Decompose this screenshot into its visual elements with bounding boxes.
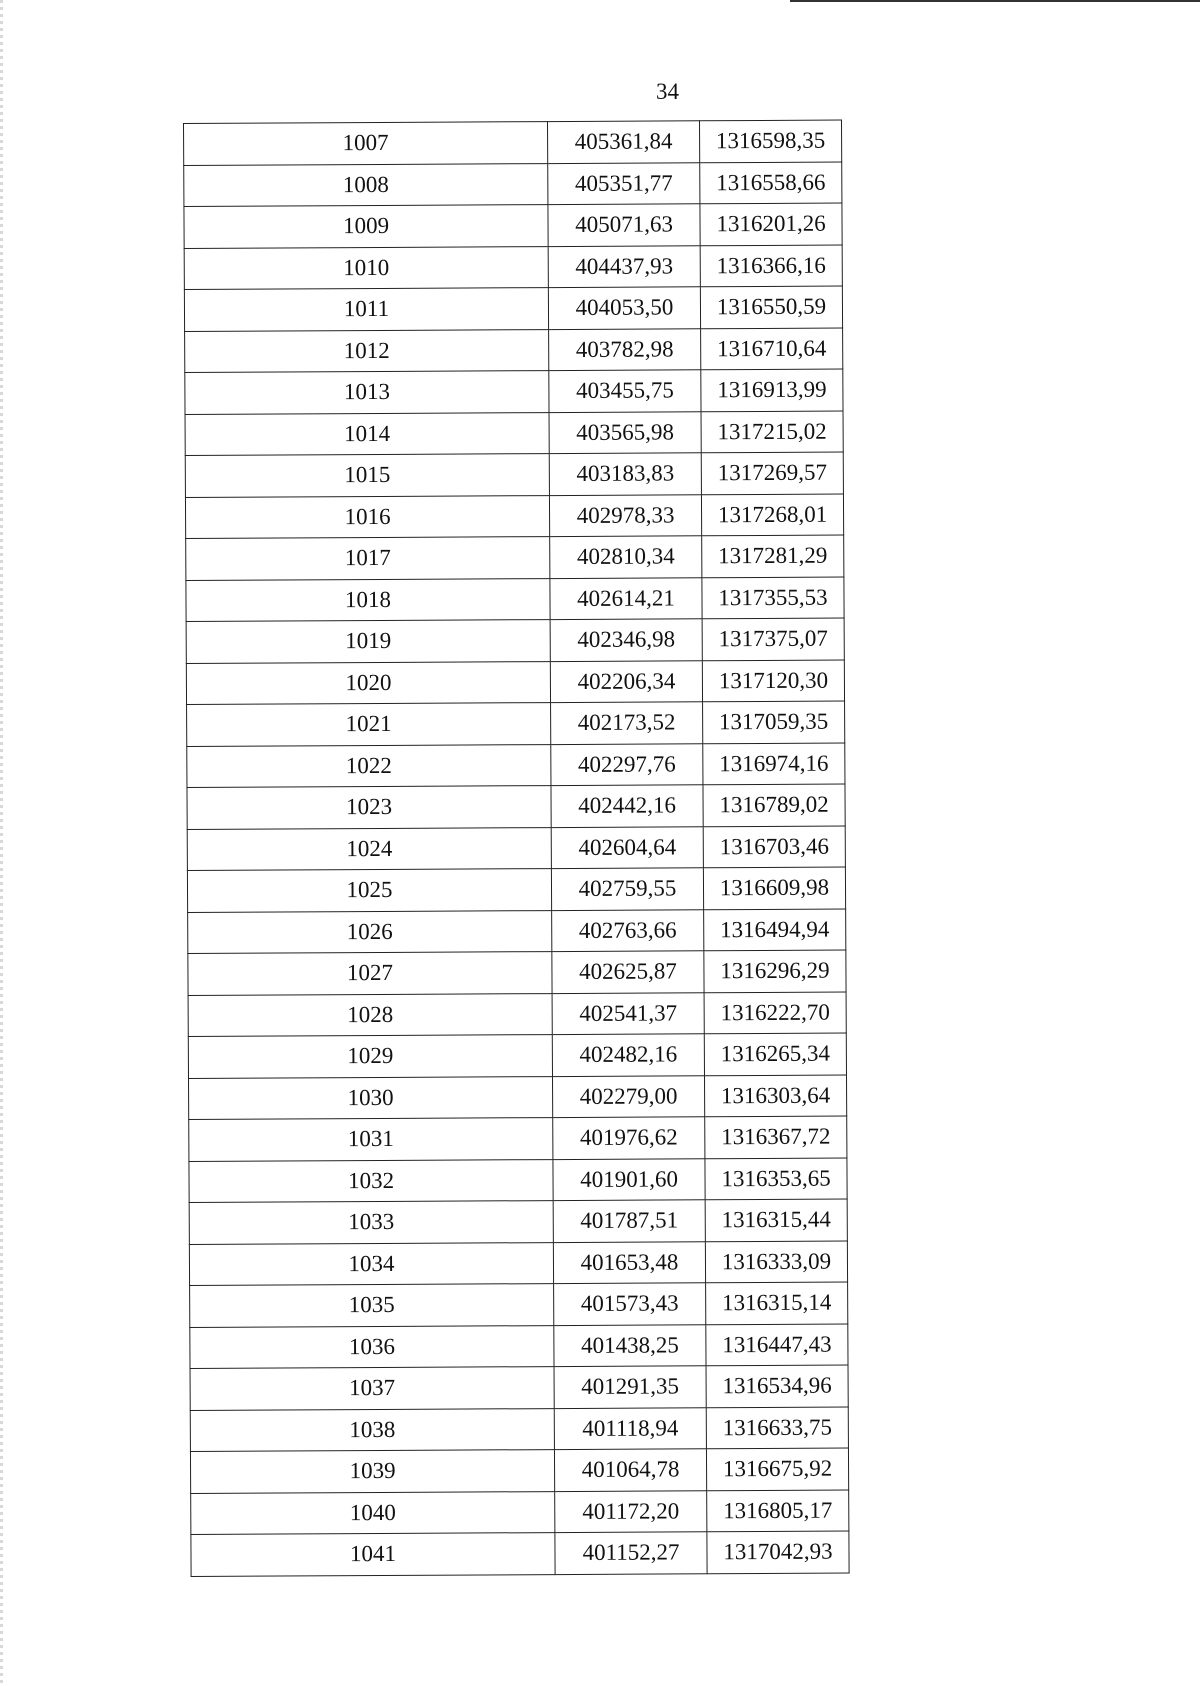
y-coordinate-cell: 1316303,64 <box>704 1075 846 1117</box>
y-coordinate-cell: 1316367,72 <box>705 1116 847 1158</box>
table-row <box>191 1531 849 1576</box>
point-number-cell: 1039 <box>190 1450 554 1493</box>
y-coordinate-cell: 1316494,94 <box>704 909 846 951</box>
y-coordinate-cell: 1316703,46 <box>703 826 845 868</box>
table-row <box>186 535 844 580</box>
point-number-cell: 1025 <box>187 869 551 912</box>
y-coordinate-cell: 1316598,35 <box>699 120 841 162</box>
y-coordinate-cell: 1317355,53 <box>702 577 844 619</box>
y-coordinate-cell: 1316805,17 <box>707 1490 849 1532</box>
point-number-cell: 1021 <box>187 703 551 746</box>
point-number-cell: 1026 <box>188 910 552 953</box>
point-number-cell: 1011 <box>184 288 548 331</box>
table-row <box>186 577 844 622</box>
x-coordinate-cell: 401653,48 <box>553 1241 705 1283</box>
table-row <box>186 618 844 663</box>
table-row <box>189 1116 847 1161</box>
x-coordinate-cell: 401064,78 <box>554 1449 706 1491</box>
point-number-cell: 1024 <box>187 827 551 870</box>
point-number-cell: 1019 <box>186 620 550 663</box>
x-coordinate-cell: 403565,98 <box>549 411 701 453</box>
x-coordinate-cell: 401291,35 <box>554 1366 706 1408</box>
y-coordinate-cell: 1316353,65 <box>705 1158 847 1200</box>
coordinates-table-body <box>184 120 850 1576</box>
x-coordinate-cell: 402978,33 <box>549 494 701 536</box>
table-row <box>189 1241 847 1286</box>
y-coordinate-cell: 1316974,16 <box>703 743 845 785</box>
scan-edge <box>0 0 3 1686</box>
x-coordinate-cell: 402810,34 <box>550 536 702 578</box>
y-coordinate-cell: 1317281,29 <box>702 535 844 577</box>
table-row <box>185 369 843 414</box>
x-coordinate-cell: 402625,87 <box>552 951 704 993</box>
y-coordinate-cell: 1316315,14 <box>706 1282 848 1324</box>
point-number-cell: 1013 <box>185 371 549 414</box>
table-row <box>185 494 843 539</box>
x-coordinate-cell: 401172,20 <box>555 1490 707 1532</box>
table-row <box>189 1075 847 1120</box>
x-coordinate-cell: 401118,94 <box>554 1407 706 1449</box>
table-row <box>189 1158 847 1203</box>
x-coordinate-cell: 404053,50 <box>548 287 700 329</box>
table-row <box>190 1365 848 1410</box>
y-coordinate-cell: 1316913,99 <box>701 369 843 411</box>
point-number-cell: 1033 <box>189 1201 553 1244</box>
y-coordinate-cell: 1316315,44 <box>705 1199 847 1241</box>
y-coordinate-cell: 1316201,26 <box>700 203 842 245</box>
point-number-cell: 1010 <box>184 246 548 289</box>
x-coordinate-cell: 402604,64 <box>551 826 703 868</box>
table-row <box>184 120 842 165</box>
y-coordinate-cell: 1317042,93 <box>707 1531 849 1573</box>
point-number-cell: 1029 <box>188 1035 552 1078</box>
table-row <box>187 743 845 788</box>
x-coordinate-cell: 402759,55 <box>551 868 703 910</box>
table-row <box>187 826 845 871</box>
y-coordinate-cell: 1316789,02 <box>703 784 845 826</box>
table-row <box>187 701 845 746</box>
point-number-cell: 1040 <box>191 1491 555 1534</box>
point-number-cell: 1035 <box>190 1284 554 1327</box>
x-coordinate-cell: 402297,76 <box>551 743 703 785</box>
point-number-cell: 1016 <box>185 495 549 538</box>
y-coordinate-cell: 1316265,34 <box>704 1033 846 1075</box>
x-coordinate-cell: 405071,63 <box>548 204 700 246</box>
y-coordinate-cell: 1316633,75 <box>706 1407 848 1449</box>
point-number-cell: 1018 <box>186 578 550 621</box>
table-row <box>184 203 842 248</box>
table-row <box>185 452 843 497</box>
point-number-cell: 1023 <box>187 786 551 829</box>
x-coordinate-cell: 402173,52 <box>551 702 703 744</box>
x-coordinate-cell: 401152,27 <box>555 1532 707 1574</box>
x-coordinate-cell: 402763,66 <box>552 909 704 951</box>
point-number-cell: 1036 <box>190 1325 554 1368</box>
point-number-cell: 1038 <box>190 1408 554 1451</box>
point-number-cell: 1009 <box>184 205 548 248</box>
table-row <box>186 660 844 705</box>
point-number-cell: 1012 <box>185 329 549 372</box>
x-coordinate-cell: 401438,25 <box>554 1324 706 1366</box>
table-row <box>187 867 845 912</box>
y-coordinate-cell: 1317268,01 <box>701 494 843 536</box>
y-coordinate-cell: 1316609,98 <box>703 867 845 909</box>
table-row <box>188 950 846 995</box>
point-number-cell: 1017 <box>186 537 550 580</box>
table-row <box>184 286 842 331</box>
table-row <box>190 1282 848 1327</box>
y-coordinate-cell: 1316296,29 <box>704 950 846 992</box>
table-row <box>191 1490 849 1535</box>
point-number-cell: 1027 <box>188 952 552 995</box>
x-coordinate-cell: 403183,83 <box>549 453 701 495</box>
coordinates-table <box>183 120 850 1577</box>
page-number: 34 <box>656 79 679 104</box>
y-coordinate-cell: 1316222,70 <box>704 992 846 1034</box>
y-coordinate-cell: 1317215,02 <box>701 411 843 453</box>
table-row <box>190 1448 848 1493</box>
y-coordinate-cell: 1316534,96 <box>706 1365 848 1407</box>
x-coordinate-cell: 403455,75 <box>549 370 701 412</box>
table-row <box>188 1033 846 1078</box>
point-number-cell: 1015 <box>185 454 549 497</box>
point-number-cell: 1032 <box>189 1159 553 1202</box>
table-row <box>184 245 842 290</box>
x-coordinate-cell: 403782,98 <box>549 328 701 370</box>
x-coordinate-cell: 401787,51 <box>553 1200 705 1242</box>
y-coordinate-cell: 1317375,07 <box>702 618 844 660</box>
x-coordinate-cell: 405361,84 <box>547 121 699 163</box>
y-coordinate-cell: 1316550,59 <box>700 286 842 328</box>
table-row <box>189 1199 847 1244</box>
point-number-cell: 1008 <box>184 163 548 206</box>
y-coordinate-cell: 1316710,64 <box>701 328 843 370</box>
y-coordinate-cell: 1317059,35 <box>703 701 845 743</box>
point-number-cell: 1031 <box>189 1118 553 1161</box>
point-number-cell: 1020 <box>186 661 550 704</box>
point-number-cell: 1022 <box>187 744 551 787</box>
table-row <box>184 162 842 207</box>
table-row <box>188 909 846 954</box>
table-row <box>187 784 845 829</box>
top-rule <box>790 0 1200 2</box>
y-coordinate-cell: 1316558,66 <box>700 162 842 204</box>
x-coordinate-cell: 401573,43 <box>554 1283 706 1325</box>
point-number-cell: 1037 <box>190 1367 554 1410</box>
table-row <box>190 1324 848 1369</box>
y-coordinate-cell: 1317269,57 <box>701 452 843 494</box>
x-coordinate-cell: 404437,93 <box>548 245 700 287</box>
x-coordinate-cell: 402614,21 <box>550 577 702 619</box>
table-row <box>185 328 843 373</box>
point-number-cell: 1028 <box>188 993 552 1036</box>
y-coordinate-cell: 1317120,30 <box>702 660 844 702</box>
x-coordinate-cell: 402442,16 <box>551 785 703 827</box>
y-coordinate-cell: 1316447,43 <box>706 1324 848 1366</box>
x-coordinate-cell: 402346,98 <box>550 619 702 661</box>
point-number-cell: 1034 <box>189 1242 553 1285</box>
table-row <box>190 1407 848 1452</box>
x-coordinate-cell: 402541,37 <box>552 992 704 1034</box>
point-number-cell: 1030 <box>189 1076 553 1119</box>
x-coordinate-cell: 401901,60 <box>553 1158 705 1200</box>
x-coordinate-cell: 402279,00 <box>552 1075 704 1117</box>
y-coordinate-cell: 1316675,92 <box>706 1448 848 1490</box>
point-number-cell: 1014 <box>185 412 549 455</box>
x-coordinate-cell: 402482,16 <box>552 1034 704 1076</box>
x-coordinate-cell: 401976,62 <box>553 1117 705 1159</box>
x-coordinate-cell: 405351,77 <box>548 162 700 204</box>
table-row <box>185 411 843 456</box>
point-number-cell: 1041 <box>191 1533 555 1576</box>
point-number-cell: 1007 <box>184 122 548 165</box>
y-coordinate-cell: 1316333,09 <box>705 1241 847 1283</box>
y-coordinate-cell: 1316366,16 <box>700 245 842 287</box>
table-row <box>188 992 846 1037</box>
x-coordinate-cell: 402206,34 <box>550 660 702 702</box>
